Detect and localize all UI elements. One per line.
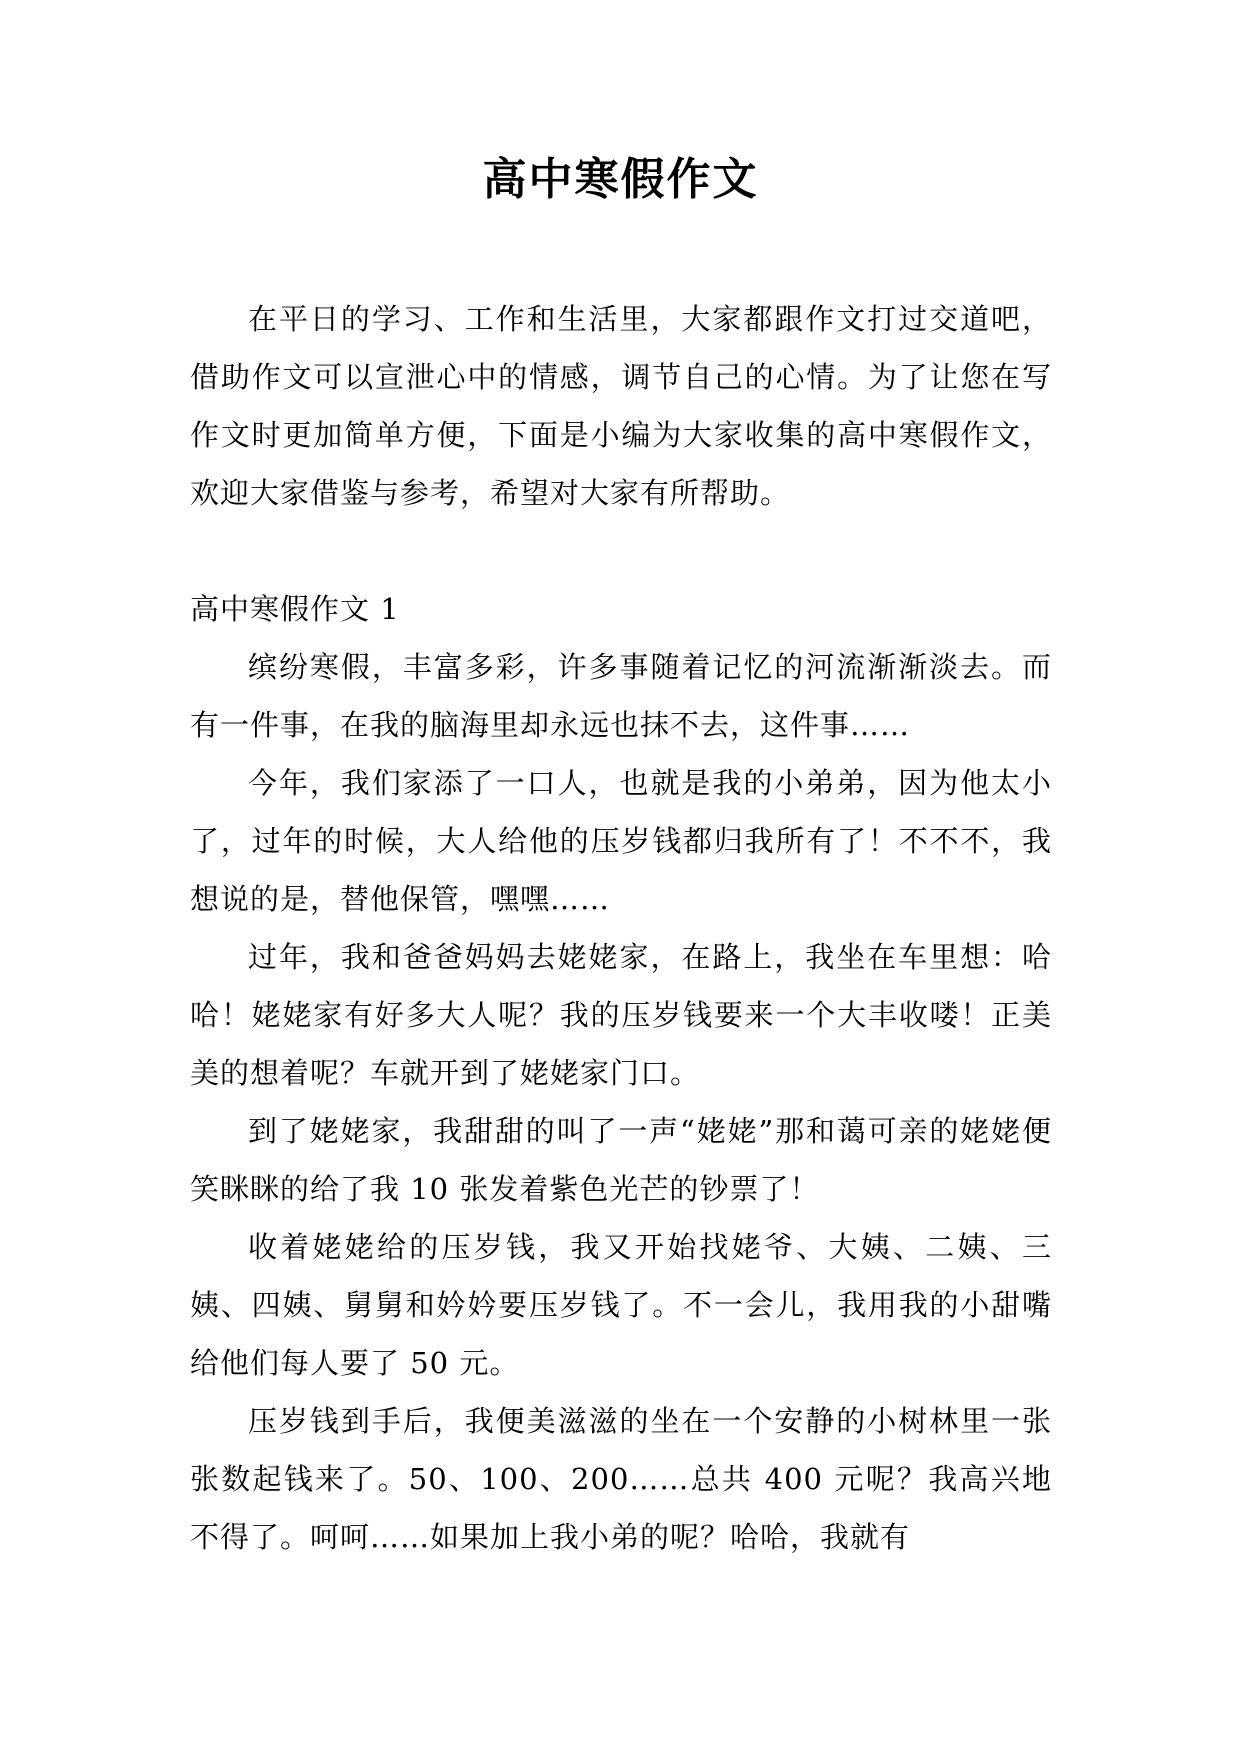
section-heading: 高中寒假作文 1 bbox=[190, 592, 400, 626]
intro-paragraph: 在平日的学习、工作和生活里，大家都跟作文打过交道吧，借助作文可以宣泄心中的情感，调节自己的心情。为了让您在写作文时更加简单方便，下面是小编为大家收集的高中寒假作文，欢迎大家借鉴与参考，希望对大家有所帮助。 bbox=[190, 302, 1052, 510]
body-paragraph: 今年，我们家添了一口人，也就是我的小弟弟，因为他太小了，过年的时候，大人给他的压岁钱都归我所有了！不不不，我想说的是，替他保管，嘿嘿…… bbox=[190, 766, 1052, 916]
body-paragraph: 到了姥姥家，我甜甜的叫了一声“姥姥”那和蔼可亲的姥姥便笑眯眯的给了我 10 张发着紫色光芒的钞票了！ bbox=[190, 1114, 1052, 1206]
body-paragraph: 缤纷寒假，丰富多彩，许多事随着记忆的河流渐渐淡去。而有一件事，在我的脑海里却永远也抹不去，这件事…… bbox=[190, 650, 1052, 742]
body-paragraph: 过年，我和爸爸妈妈去姥姥家，在路上，我坐在车里想：哈哈！姥姥家有好多大人呢？我的压岁钱要来一个大丰收喽！正美美的想着呢？车就开到了姥姥家门口。 bbox=[190, 940, 1052, 1090]
body-paragraph: 压岁钱到手后，我便美滋滋的坐在一个安静的小树林里一张张数起钱来了。50、100、200……总共 400 元呢？我高兴地不得了。呵呵……如果加上我小弟的呢？哈哈，我就有 bbox=[190, 1404, 1052, 1554]
document-body bbox=[190, 290, 1052, 1566]
body-paragraph: 收着姥姥给的压岁钱，我又开始找姥爷、大姨、二姨、三姨、四姨、舅舅和妗妗要压岁钱了。不一会儿，我用我的小甜嘴给他们每人要了 50 元。 bbox=[190, 1230, 1052, 1380]
document-title: 高中寒假作文 bbox=[482, 154, 759, 205]
